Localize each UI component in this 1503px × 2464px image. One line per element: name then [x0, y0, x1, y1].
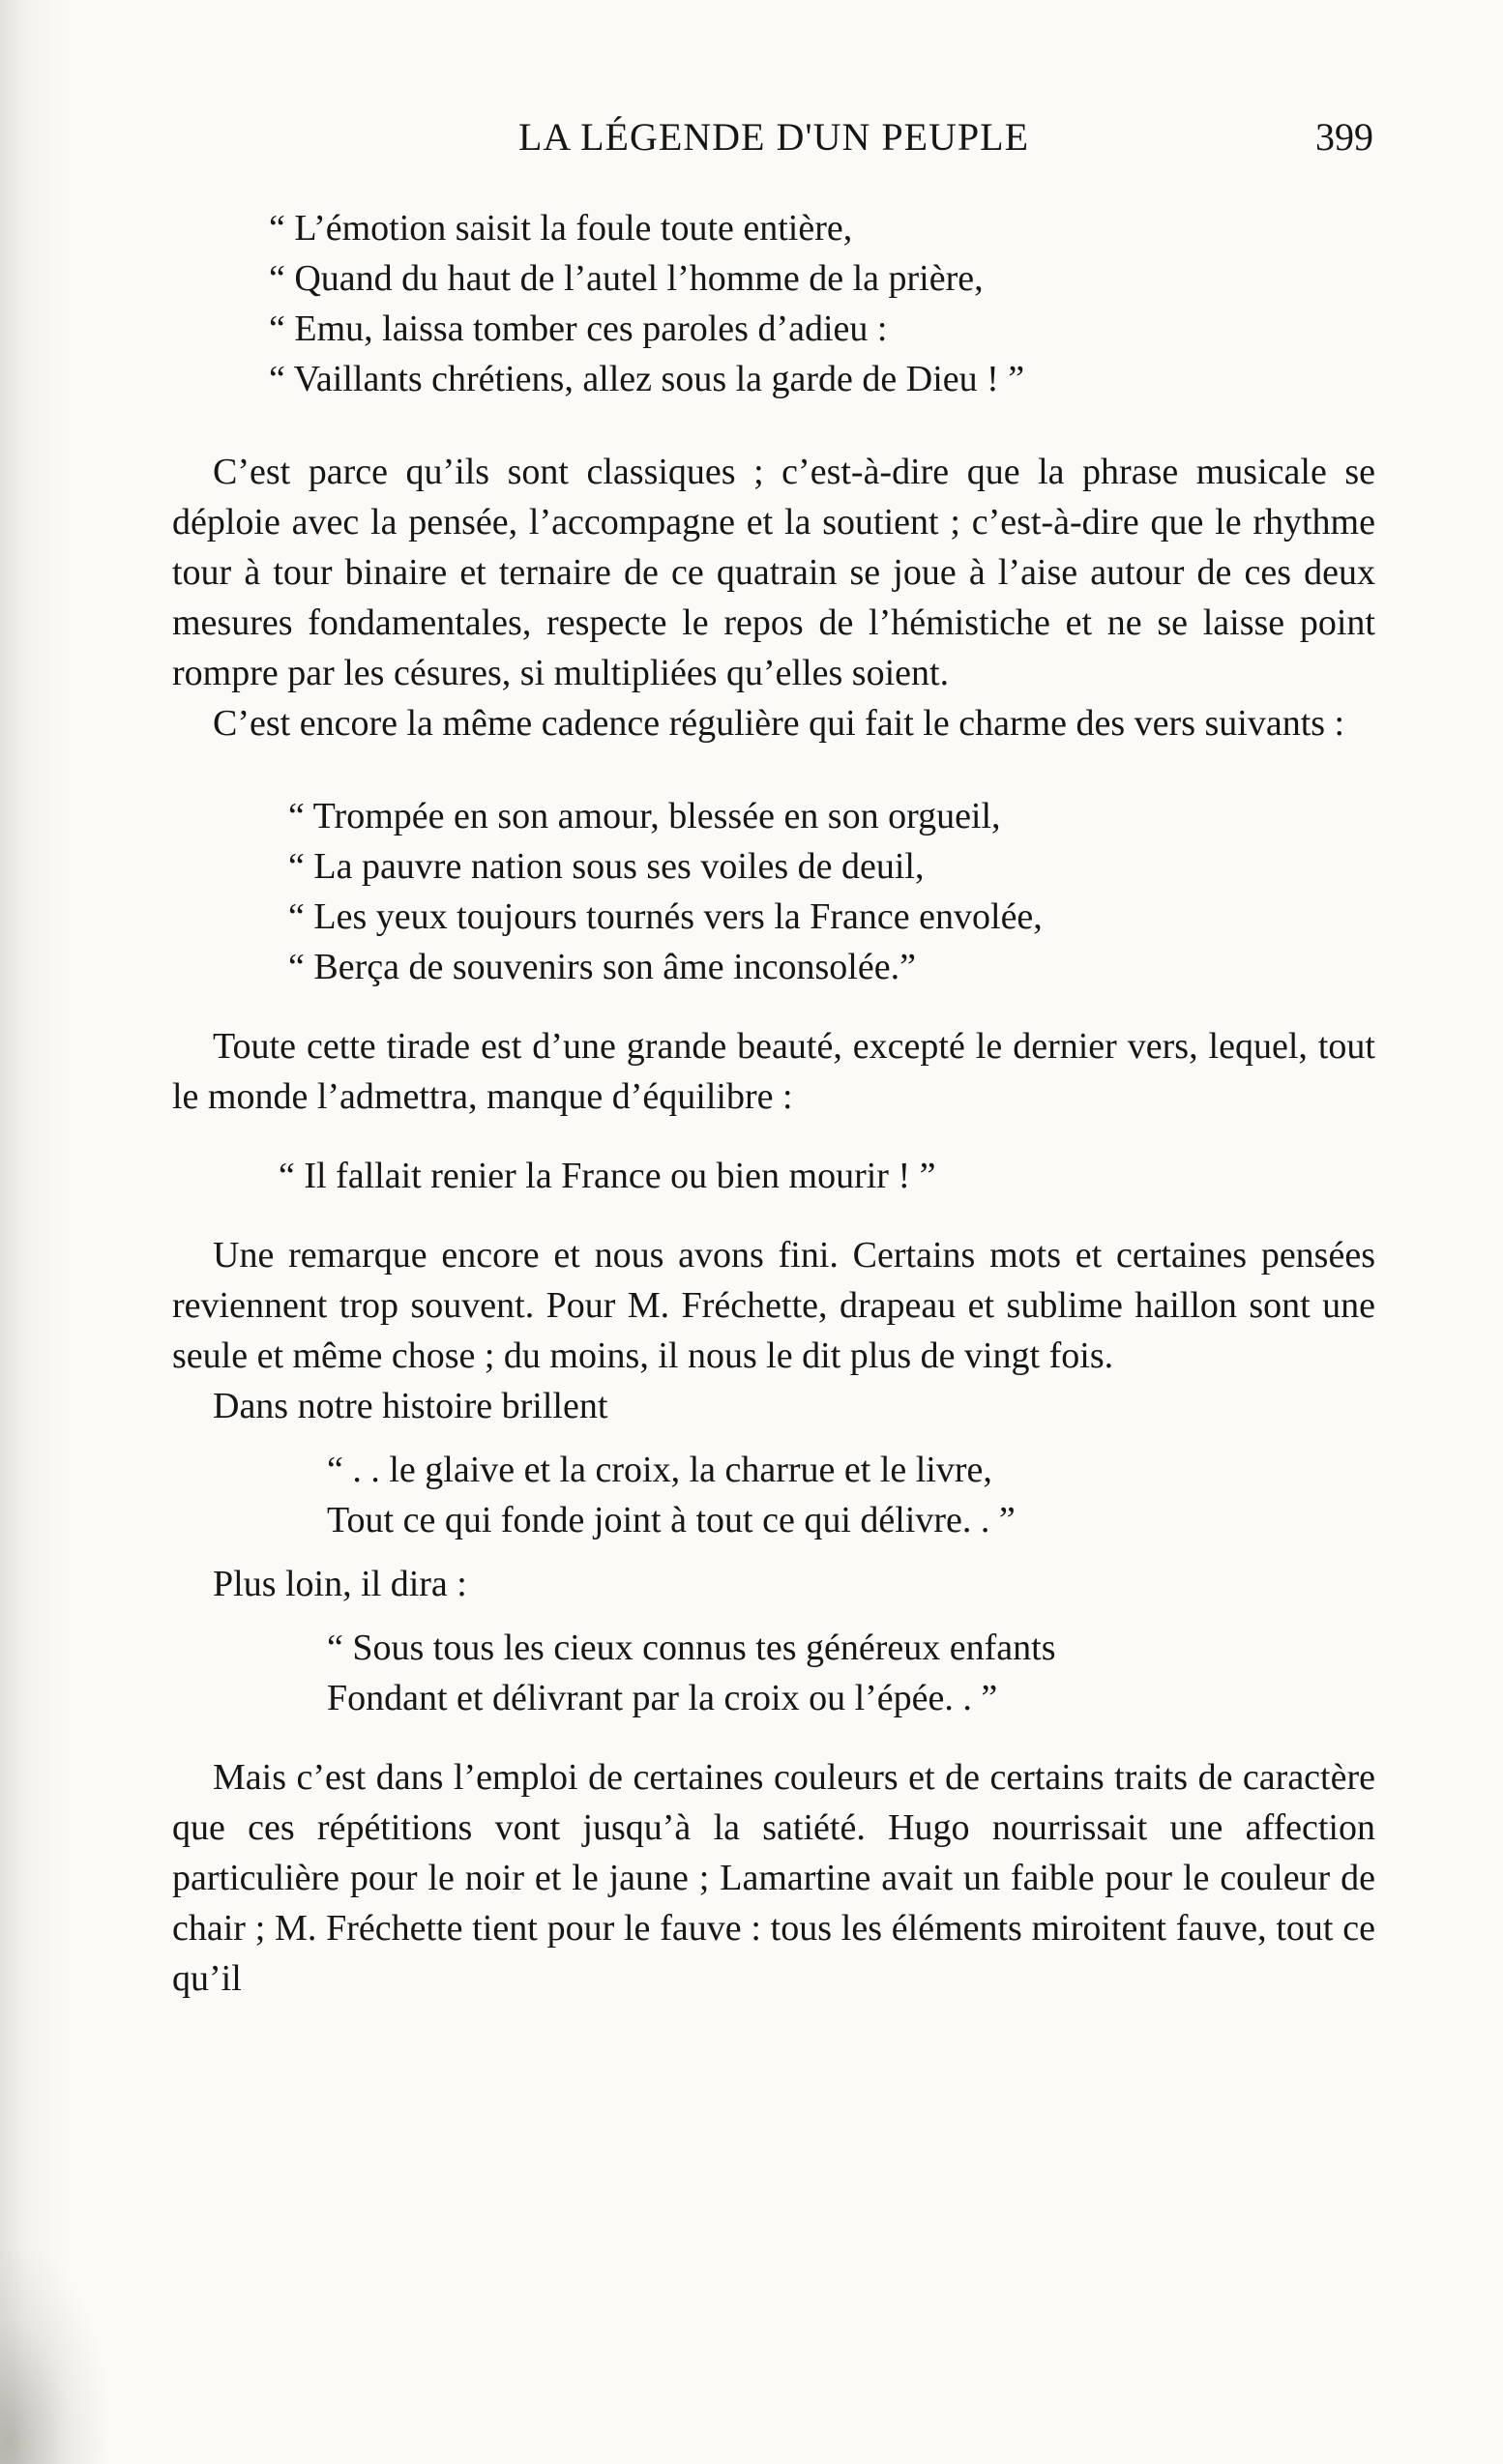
running-title: LA LÉGENDE D'UN PEUPLE [517, 115, 1030, 159]
scanned-page-edge [0, 0, 68, 2464]
verse-line: “ Les yeux toujours tournés vers la France envolée, [288, 896, 1043, 937]
spacer [172, 992, 1375, 1021]
page-body [172, 203, 1375, 2004]
spacer [172, 1431, 1375, 1445]
verse-couplet-2 [172, 1623, 1375, 1723]
page-header [174, 114, 1373, 172]
spacer [172, 1723, 1375, 1752]
paragraph: Toute cette tirade est d’une grande beauté, excepté le dernier vers, lequel, tout le monde l’admettra, manque d’équilibre : [172, 1026, 1375, 1117]
paragraph: Plus loin, il dira : [213, 1564, 467, 1604]
paragraph: Une remarque encore et nous avons fini. Certains mots et certaines pensées reviennent trop souvent. Pour M. Fréchette, drapeau et sublime haillon sont une seule et même chose ; du moins, il nous le dit plus de vingt fois. [172, 1235, 1375, 1376]
verse-line: “ . . le glaive et la croix, la charrue et le livre, [327, 1450, 992, 1490]
spacer [172, 1201, 1375, 1230]
spacer [172, 404, 1375, 447]
spacer [172, 1122, 1375, 1151]
verse-line: “ L’émotion saisit la foule toute entière, [269, 208, 853, 249]
spacer [172, 1609, 1375, 1623]
verse-line: “ Il fallait renier la France ou bien mourir ! ” [279, 1156, 936, 1196]
verse-line: “ Berça de souvenirs son âme inconsolée.” [288, 947, 916, 987]
page-number: 399 [1315, 115, 1373, 159]
verse-couplet-1 [172, 1445, 1375, 1545]
verse-line: “ Trompée en son amour, blessée en son orgueil, [288, 796, 1001, 836]
paragraph: C’est parce qu’ils sont classiques ; c’est-à-dire que la phrase musicale se déploie avec la pensée, l’accompagne et la soutient ; c’est-à-dire que le rhythme tour à tour binaire et ternaire de ce quatrain se joue à l’aise autour de ces deux mesures fondamentales, respecte le repos de l’hémistiche et ne se laisse point rompre par les césures, si multipliées qu’elles soient. [172, 452, 1375, 693]
verse-line: Tout ce qui fonde joint à tout ce qui délivre. . ” [327, 1500, 1016, 1540]
verse-quatrain-2 [172, 791, 1375, 992]
verse-single-line [172, 1151, 1375, 1201]
verse-line: “ Vaillants chrétiens, allez sous la garde de Dieu ! ” [269, 359, 1025, 399]
spacer [172, 748, 1375, 791]
paragraph: Mais c’est dans l’emploi de certaines couleurs et de certains traits de caractère que ces répétitions vont jusqu’à la satiété. Hugo nourrissait une affection particulière pour le noir et le jaune ; Lamartine avait un faible pour le couleur de chair ; M. Fréchette tient pour le fauve : tous les éléments miroitent fauve, tout ce qu’il [172, 1757, 1375, 1999]
spacer [172, 1545, 1375, 1559]
paragraph: C’est encore la même cadence régulière qui fait le charme des vers suivants : [213, 703, 1345, 744]
verse-line: “ La pauvre nation sous ses voiles de deuil, [288, 846, 925, 887]
paragraph: Dans notre histoire brillent [213, 1386, 608, 1426]
verse-line: “ Sous tous les cieux connus tes généreux enfants [327, 1628, 1056, 1668]
verse-line: “ Emu, laissa tomber ces paroles d’adieu : [269, 308, 888, 349]
verse-quatrain-1 [172, 203, 1375, 404]
verse-line: “ Quand du haut de l’autel l’homme de la prière, [269, 258, 984, 299]
verse-line: Fondant et délivrant par la croix ou l’épée. . ” [327, 1678, 998, 1718]
